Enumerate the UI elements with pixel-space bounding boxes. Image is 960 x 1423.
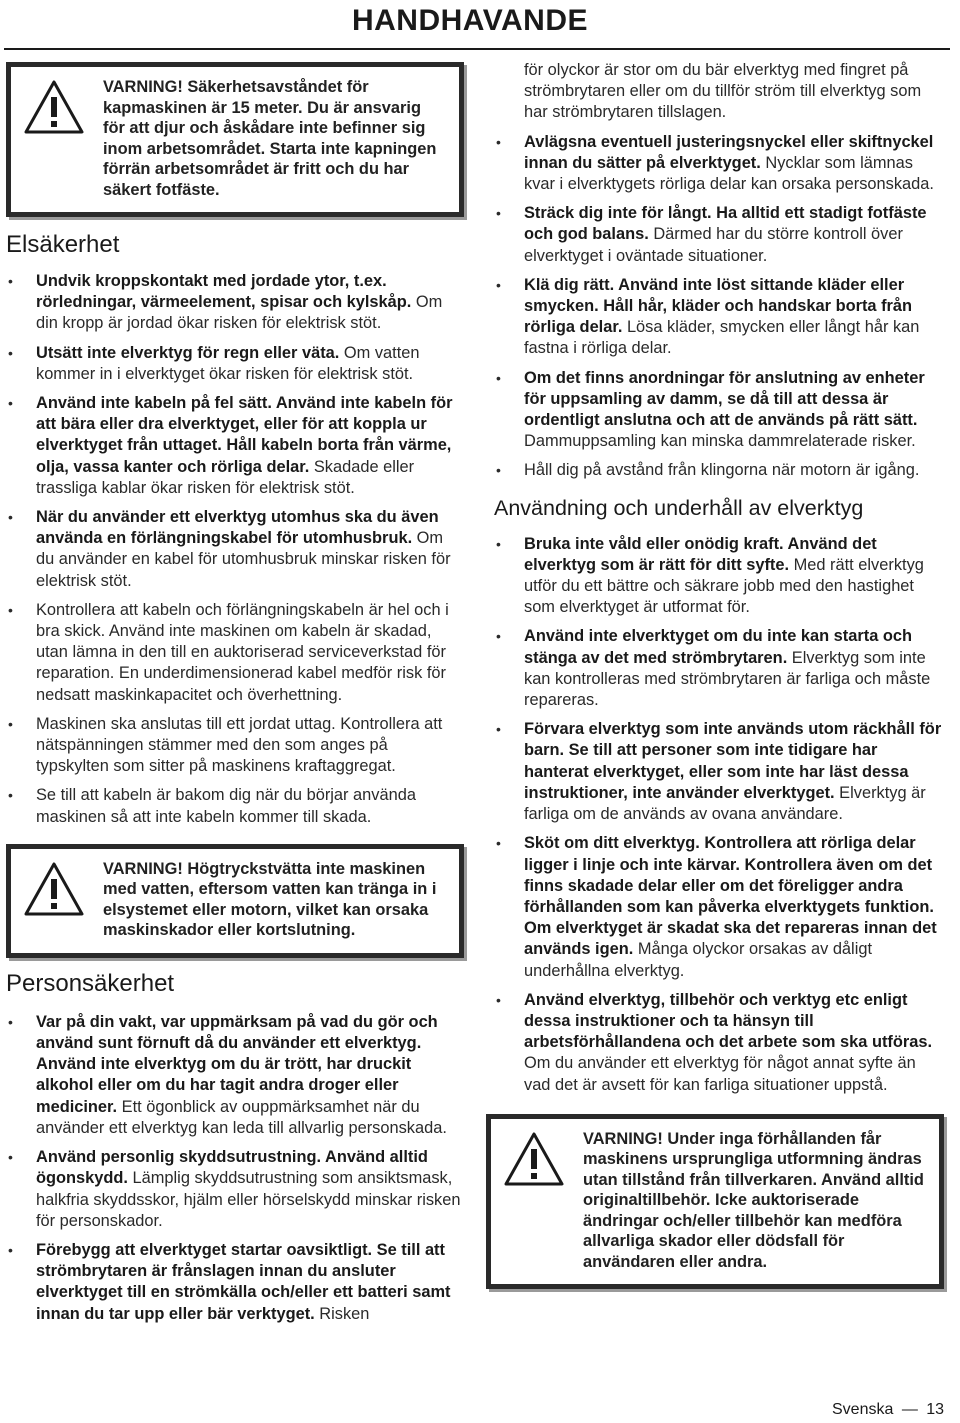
- personsakerhet-list: [6, 1012, 464, 1325]
- list-item-text: Därmed har du större kontroll över elverktyget i oväntade situationer.: [524, 225, 903, 265]
- list-item-bold-text: Undvik kroppskontakt med jordade ytor, t.ex. rörledningar, värmeelement, spisar och kylskåp.: [36, 272, 412, 312]
- list-item: [6, 343, 464, 385]
- list-item-bold-text: Använd inte kabeln på fel sätt. Använd inte kabeln för att bära eller dra elverktyget, eller för att koppla ur elverktyget från uttaget. Håll kabeln borta från värme, olja, vassa kanter och rörliga delar.: [36, 394, 453, 476]
- list-item-text: Många olyckor orsakas av dåligt underhållna elverktyg.: [524, 940, 873, 980]
- elsakerhet-list: [6, 271, 464, 828]
- list-item-text: Om vatten kommer in i elverktyget ökar risken för elektrisk stöt.: [36, 343, 420, 383]
- list-item: [494, 203, 944, 267]
- list-item-text: Ett ögonblick av ouppmärksamhet när du använder ett elverktyg kan leda till allvarlig personskada.: [36, 1097, 447, 1137]
- list-item-bold-text: Förebygg att elverktyget startar oavsiktligt. Se till att strömbrytaren är frånslagen innan du ansluter elverktyget till en strömkälla och/eller ett batteri samt innan du tar upp eller bär verktyget.: [36, 1240, 451, 1323]
- page-title: HANDHAVANDE: [351, 4, 589, 37]
- list-item-text: Med rätt elverktyg utför du ett bättre och säkrare jobb med den hastighet som elverktyget är utformat för.: [524, 555, 924, 617]
- section-heading-personsakerhet: Personsäkerhet: [6, 969, 175, 997]
- warning-box-modifications: [486, 1114, 944, 1290]
- list-item: [494, 368, 944, 453]
- list-item-text: Se till att kabeln är bakom dig när du börjar använda maskinen så att inte kabeln kommer till skada.: [36, 786, 416, 826]
- list-item-bold-text: Var på din vakt, var uppmärksam på vad du gör och använd sunt förnuft då du använder ett elverktyg. Använd inte elverktyg om du är trött, har druckit alkohol eller om du har tagit andra droger eller mediciner.: [36, 1012, 438, 1116]
- list-item: [494, 990, 944, 1096]
- warning-text: VARNING! Högtryckstvätta inte maskinen med vatten, eftersom vatten kan tränga in i elsystemet eller motorn, vilket kan orsaka maskinskador eller kortslutning.: [103, 859, 437, 940]
- list-item-bold-text: Om det finns anordningar för anslutning av enheter för uppsamling av damm, se då till att dessa är ordentligt anslutna och att de används på rätt sätt.: [524, 368, 925, 430]
- list-item-text: Håll dig på avstånd från klingorna när motorn är igång.: [524, 461, 920, 480]
- list-item-text: Kontrollera att kabeln och förlängningskabeln är hel och i bra skick. Använd inte maskinen om kabeln är skadad, utan lämna in den till en auktoriserad serviceverkstad för reparation. En underdimensionerad kabel medför risk för nedsatt maskinkapacitet och överhettning.: [36, 600, 449, 704]
- list-item: [6, 1012, 464, 1139]
- warning-triangle-icon: [503, 1131, 565, 1187]
- list-item-text: Om du använder ett elverktyg för något annat syfte än vad det är avsett för kan farliga situationer uppstå.: [524, 1054, 916, 1094]
- list-item-bold-text: Sköt om ditt elverktyg. Kontrollera att rörliga delar ligger i linje och inte kärvar. Kontrollera även om det finns skadade delar eller om det föreligger andra förhållanden som kan påverka elverktygets funktion. Om elverktyget är skadat ska det repareras innan det används igen.: [524, 834, 937, 959]
- list-item-bold-text: Sträck dig inte för långt. Ha alltid ett stadigt fotfäste och god balans.: [524, 204, 927, 244]
- list-item-bold-text: När du använder ett elverktyg utomhus ska du även använda en förlängningskabel för utomhusbruk.: [36, 508, 439, 548]
- list-item: [6, 714, 464, 778]
- list-item-bold-text: Förvara elverktyg som inte används utom räckhåll för barn. Se till att personer som inte tidigare har hanterat elverktyget, eller som inte har läst dessa instruktioner, inte använder elverktyget.: [524, 720, 942, 802]
- right-column: [494, 62, 944, 1289]
- list-item: [6, 1240, 464, 1325]
- section-heading-anvandning: Användning och underhåll av elverktyg: [494, 495, 864, 520]
- list-item: [494, 719, 944, 825]
- footer-page-number: 13: [926, 1401, 945, 1418]
- list-item-text: Elverktyg är farliga om de används av ovana användare.: [524, 783, 926, 824]
- personsakerhet-continued-list: [494, 132, 944, 482]
- anvandning-list: [494, 534, 944, 1096]
- list-item: [494, 833, 944, 981]
- section-heading-elsakerhet: Elsäkerhet: [6, 231, 120, 258]
- page-footer: [832, 1401, 944, 1419]
- list-item-text: Lösa kläder, smycken eller långt hår kan fastna i rörliga delar.: [524, 318, 920, 358]
- footer-separator: —: [901, 1401, 918, 1418]
- list-item: [6, 600, 464, 706]
- footer-language: Svenska: [832, 1401, 894, 1418]
- list-item-bold-text: Använd personlig skyddsutrustning. Använd alltid ögonskydd.: [36, 1148, 428, 1188]
- list-item-bold-text: Klä dig rätt. Använd inte löst sittande kläder eller smycken. Håll hår, kläder och handskar borta från rörliga delar.: [524, 275, 913, 337]
- list-item-text: Om din kropp är jordad ökar risken för elektrisk stöt.: [36, 293, 443, 333]
- list-item: [6, 393, 464, 499]
- list-item-text: Dammuppsamling kan minska dammrelaterade risker.: [524, 432, 916, 451]
- list-item-bold-text: Avlägsna eventuell justeringsnyckel eller skiftnyckel innan du sätter på elverktyget.: [524, 132, 934, 172]
- list-item: [6, 271, 464, 335]
- list-item: [494, 626, 944, 711]
- list-item: [494, 460, 944, 481]
- list-item-text: Om du använder en kabel för utomhusbruk minskar risken för elektrisk stöt.: [36, 529, 451, 590]
- list-item-text: Risken: [314, 1304, 370, 1323]
- list-item-text: Lämplig skyddsutrustning som ansiktsmask, halkfria skyddsskor, hjälm eller hörselskydd minskar risken för personskador.: [36, 1169, 461, 1230]
- warning-box-pressure-washing: [6, 844, 464, 958]
- header-divider: [4, 48, 950, 50]
- list-item-text: Elverktyg som inte kan kontrolleras med strömbrytaren är farliga och måste repareras.: [524, 648, 931, 710]
- warning-text: VARNING! Säkerhetsavståndet för kapmaskinen är 15 meter. Du är ansvarig för att djur och åskådare inte befinner sig inom arbetsområdet. Starta inte kapningen förrän arbetsområdet är fritt och du har säkert fotfäste.: [103, 78, 437, 199]
- list-item-text: Maskinen ska anslutas till ett jordat uttag. Kontrollera att nätspänningen stämmer med den som anges på typskylten som sitter på maskinens kraftaggregat.: [36, 714, 443, 776]
- list-item-bold-text: Utsätt inte elverktyg för regn eller väta.: [36, 343, 340, 362]
- left-column: [6, 62, 464, 1333]
- list-item-bold-text: Använd inte elverktyget om du inte kan starta och stänga av det med strömbrytaren.: [524, 627, 913, 667]
- warning-triangle-icon: [23, 861, 85, 917]
- warning-triangle-icon: [23, 79, 85, 135]
- list-item: [6, 507, 464, 592]
- list-item-text: Skadade eller trassliga kablar ökar risken för elektrisk stöt.: [36, 457, 415, 497]
- continuation-text: för olyckor är stor om du bär elverktyg med fingret på strömbrytaren eller om du tillför ström till elverktyg som har strömbrytaren tillslagen.: [524, 61, 922, 122]
- list-item-text: Nycklar som lämnas kvar i elverktygets rörliga delar kan orsaka personskada.: [524, 153, 934, 194]
- list-item-bold-text: Bruka inte våld eller onödig kraft. Använd det elverktyg som är rätt för ditt syfte.: [524, 534, 877, 574]
- list-item-bold-text: Använd elverktyg, tillbehör och verktyg etc enligt dessa instruktioner och ta hänsyn till arbetsförhållandena och det arbete som ska utföras.: [524, 990, 933, 1052]
- list-item: [494, 275, 944, 360]
- warning-box-safety-distance: [6, 62, 464, 217]
- list-item: [494, 132, 944, 196]
- list-item: [6, 785, 464, 827]
- list-item: [494, 534, 944, 619]
- list-item: [6, 1147, 464, 1232]
- warning-text: VARNING! Under inga förhållanden får maskinens ursprungliga utformning ändras utan tillstånd från tillverkaren. Använd alltid originaltillbehör. Icke auktoriserade ändringar och/eller tillbehör kan medföra allvarliga skador eller dödsfall för användaren eller andra.: [583, 1129, 924, 1271]
